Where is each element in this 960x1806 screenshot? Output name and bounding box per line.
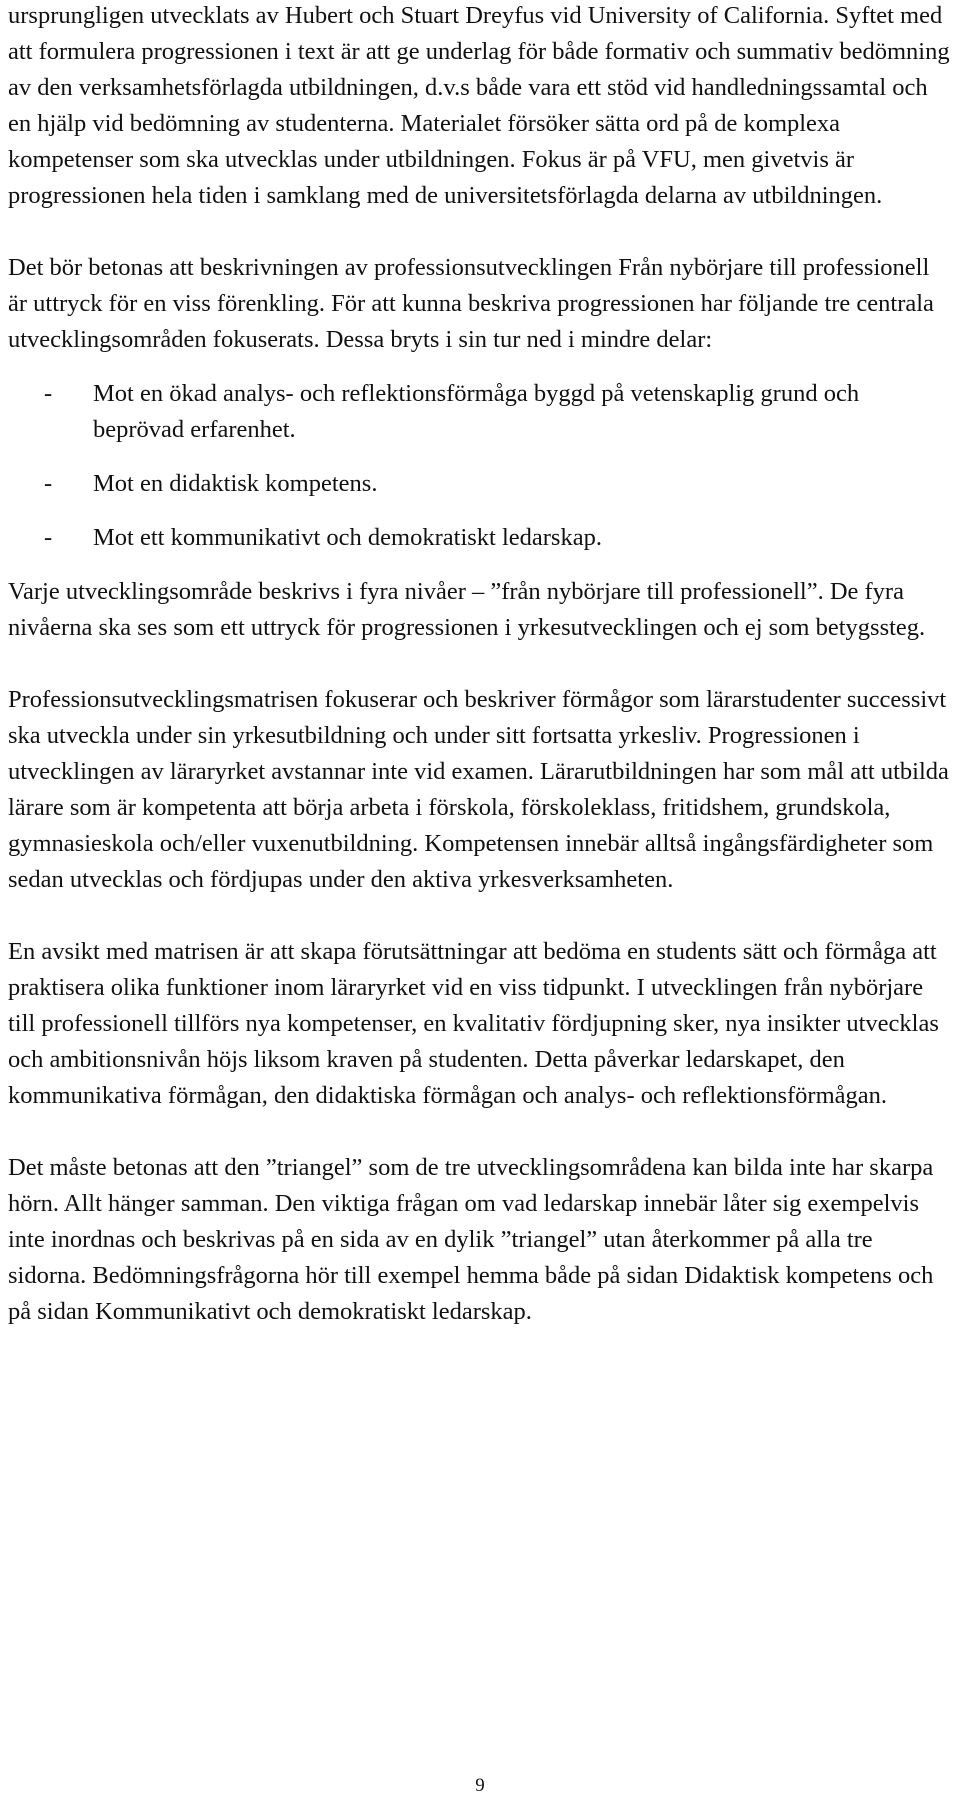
list-item <box>8 466 954 502</box>
list-item <box>8 520 954 556</box>
document-page <box>8 0 954 1330</box>
list-bullet: - <box>44 524 53 551</box>
paragraph-triangle: Det måste betonas att den ”triangel” som de tre utvecklingsområdena kan bilda inte har skarpa hörn. Allt hänger samman. Den viktiga frågan om vad ledarskap innebär låter sig exempelvis inte inordnas och beskrivas på en sida av en dylik ”triangel” utan återkommer på alla tre sidorna. Bedömningsfrågorna hör till exempel hemma både på sidan Didaktisk kompetens och på sidan Kommunikativt och demokratiskt ledarskap. <box>8 1154 934 1325</box>
development-areas-list <box>8 376 954 556</box>
list-bullet: - <box>44 380 53 407</box>
list-item-text: Mot ett kommunikativt och demokratiskt ledarskap. <box>93 524 602 551</box>
list-bullet: - <box>44 470 53 497</box>
paragraph-matrix-focus: Professionsutvecklingsmatrisen fokuserar och beskriver förmågor som lärarstudenter successivt ska utveckla under sin yrkesutbildning och under sitt fortsatta yrkesliv. Progressionen i utvecklingen av läraryrket avstannar inte vid examen. Lärarutbildningen har som mål att utbilda lärare som är kompetenta att börja arbeta i förskola, förskoleklass, fritidshem, grundskola, gymnasieskola och/eller vuxenutbildning. Kompetensen innebär alltså ingångsfärdigheter som sedan utvecklas och fördjupas under den aktiva yrkesverksamheten. <box>8 686 949 893</box>
list-item-text: Mot en didaktisk kompetens. <box>93 470 378 497</box>
paragraph-four-levels: Varje utvecklingsområde beskrivs i fyra nivåer – ”från nybörjare till professionell”. De fyra nivåerna ska ses som ett uttryck för progressionen i yrkesutvecklingen och ej som betygssteg. <box>8 578 926 641</box>
paragraph-dreyfus-origin: ursprungligen utvecklats av Hubert och Stuart Dreyfus vid University of California. Syftet med att formulera progressionen i text är att ge underlag för både formativ och summativ bedömning av den verksamhetsförlagda utbildningen, d.v.s både vara ett stöd vid handledningssamtal och en hjälp vid bedömning av studenterna. Materialet försöker sätta ord på de komplexa kompetenser som ska utvecklas under utbildningen. Fokus är på VFU, men givetvis är progressionen hela tiden i samklang med de universitetsförlagda delarna av utbildningen. <box>8 2 950 209</box>
paragraph-simplification: Det bör betonas att beskrivningen av professionsutvecklingen Från nybörjare till professionell är uttryck för en viss förenkling. För att kunna beskriva progressionen har följande tre centrala utvecklingsområden fokuserats. Dessa bryts i sin tur ned i mindre delar: <box>8 254 934 353</box>
paragraph-matrix-purpose: En avsikt med matrisen är att skapa förutsättningar att bedöma en students sätt och förmåga att praktisera olika funktioner inom läraryrket vid en viss tidpunkt. I utvecklingen från nybörjare till professionell tillförs nya kompetenser, en kvalitativ fördjupning sker, nya insikter utvecklas och ambitionsnivån höjs liksom kraven på studenten. Detta påverkar ledarskapet, den kommunikativa förmågan, den didaktiska förmågan och analys- och reflektionsförmågan. <box>8 938 939 1109</box>
list-item-text: Mot en ökad analys- och reflektionsförmåga byggd på vetenskaplig grund och beprövad erfarenhet. <box>93 380 860 443</box>
page-number: 9 <box>475 1775 485 1796</box>
list-item <box>8 376 954 448</box>
